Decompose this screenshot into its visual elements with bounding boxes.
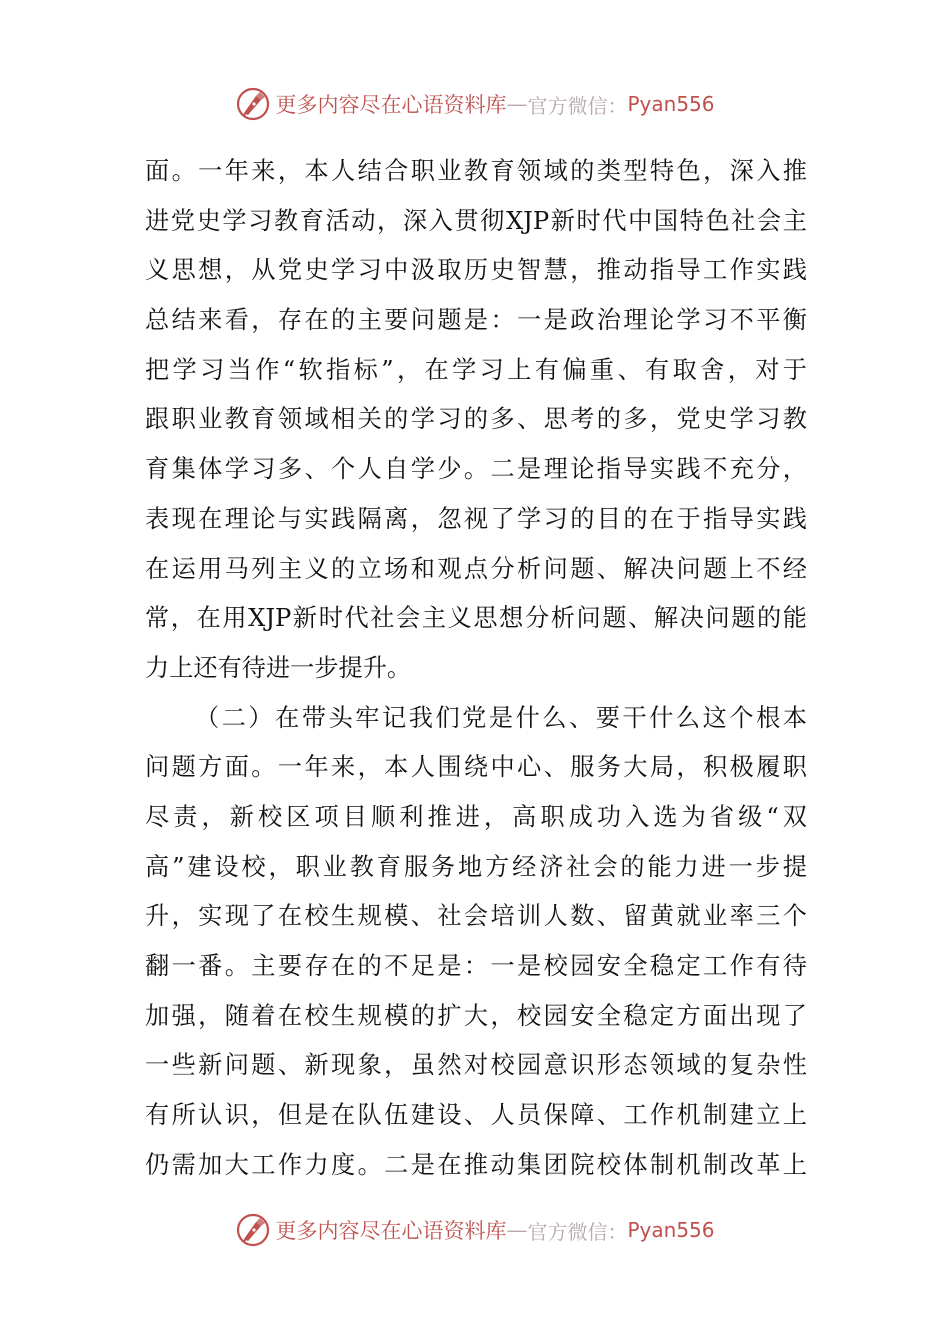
text-line: 加强，随着在校生规模的扩大，校园安全稳定方面出现了 — [145, 1001, 807, 1030]
document-body — [145, 147, 807, 1190]
text-line: 把学习当作“软指标”，在学习上有偏重、有取舍，对于 — [145, 355, 807, 384]
watermark-separator: — — [506, 92, 528, 116]
pen-nib-logo-icon — [235, 86, 271, 122]
text-line: 有所认识，但是在队伍建设、人员保障、工作机制建立上 — [145, 1101, 807, 1130]
text-line: 常，在用XJP新时代社会主义思想分析问题、解决问题的能 — [145, 604, 807, 633]
text-line: 总结来看，存在的主要问题是：一是政治理论学习不平衡 — [145, 306, 807, 335]
text-line: 在运用马列主义的立场和观点分析问题、解决问题上不经 — [145, 554, 807, 583]
text-line: 进党史学习教育活动，深入贯彻XJP新时代中国特色社会主 — [145, 206, 807, 235]
section-heading-line: （二）在带头牢记我们党是什么、要干什么这个根本 — [195, 703, 807, 732]
text-line: 面。一年来，本人结合职业教育领域的类型特色，深入推 — [145, 157, 807, 185]
watermark-wechat-id: Pyan556 — [627, 92, 715, 116]
text-line: 力上还有待进一步提升。 — [145, 653, 412, 682]
pen-nib-logo-icon — [235, 1212, 271, 1248]
text-line: 高”建设校，职业教育服务地方经济社会的能力进一步提 — [145, 852, 807, 881]
watermark-site-text: 更多内容尽在心语资料库 — [275, 93, 507, 117]
header-watermark — [0, 84, 950, 124]
watermark-wechat-id: Pyan556 — [627, 1218, 715, 1242]
text-line: 一些新问题、新现象，虽然对校园意识形态领域的复杂性 — [145, 1051, 807, 1080]
text-line: 仍需加大工作力度。二是在推动集团院校体制机制改革上 — [145, 1150, 807, 1179]
watermark-separator: — — [506, 1218, 528, 1242]
text-line: 问题方面。一年来，本人围绕中心、服务大局，积极履职 — [145, 753, 807, 782]
watermark-site-text: 更多内容尽在心语资料库 — [275, 1219, 507, 1243]
watermark-wechat-label: 官方微信： — [527, 1219, 628, 1244]
text-line: 义思想，从党史学习中汲取历史智慧，推动指导工作实践 — [145, 256, 807, 285]
text-line: 育集体学习多、个人自学少。二是理论指导实践不充分， — [145, 455, 807, 484]
footer-watermark — [0, 1210, 950, 1250]
watermark-wechat-label: 官方微信： — [527, 93, 628, 118]
text-line: 跟职业教育领域相关的学习的多、思考的多，党史学习教 — [145, 405, 807, 434]
text-line: 升，实现了在校生规模、社会培训人数、留黄就业率三个 — [145, 902, 807, 931]
text-line: 翻一番。主要存在的不足是：一是校园安全稳定工作有待 — [145, 952, 807, 980]
text-line: 表现在理论与实践隔离，忽视了学习的目的在于指导实践 — [145, 504, 807, 533]
text-line: 尽责，新校区项目顺利推进，高职成功入选为省级“双 — [145, 802, 807, 831]
